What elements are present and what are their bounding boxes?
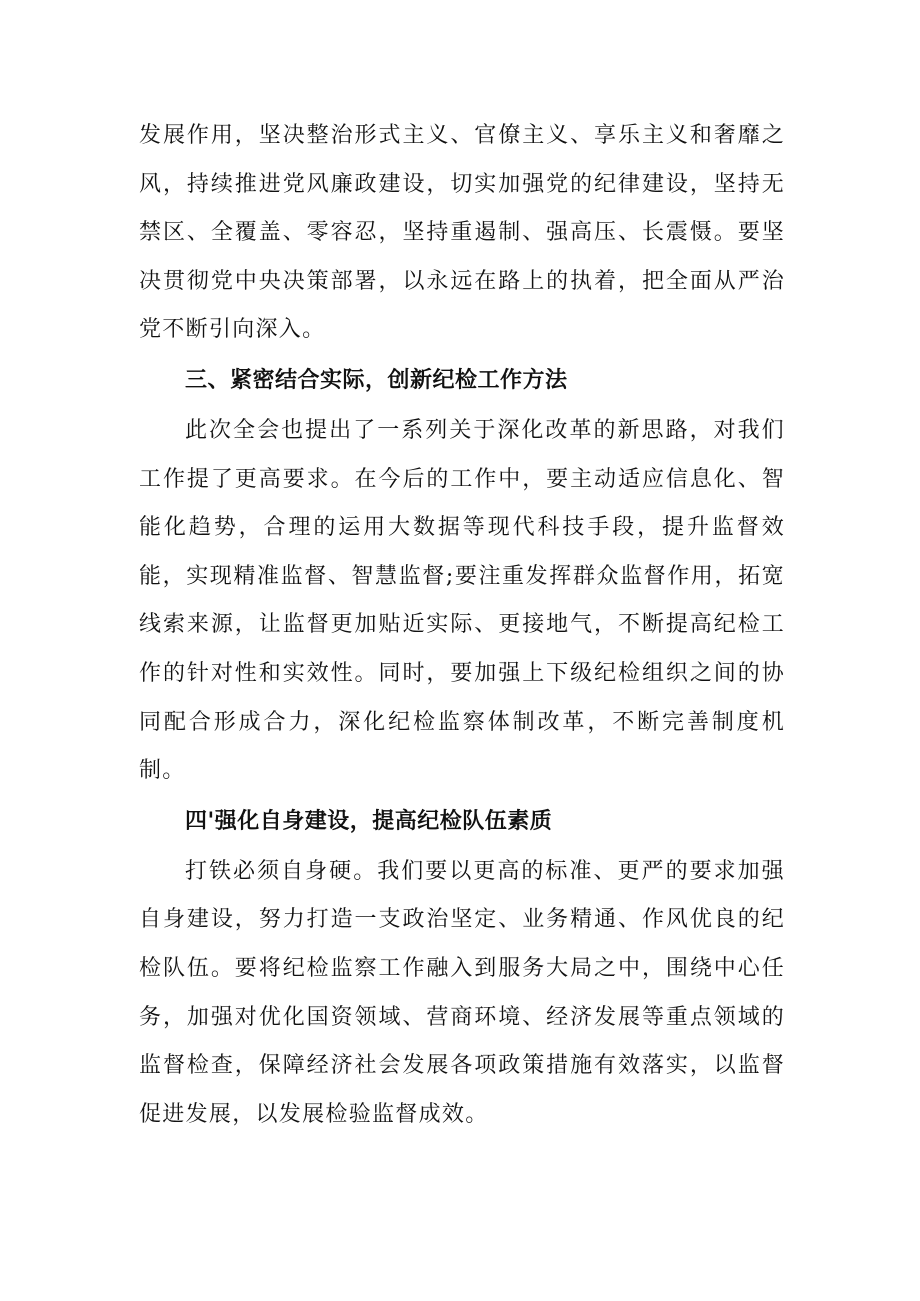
body-paragraph: 打铁必须自身硬。我们要以更高的标准、更严的要求加强自身建设，努力打造一支政治坚定、业务精通、作风优良的纪检队伍。要将纪检监察工作融入到服务大局之中，围绕中心任务，加强对优化国资领域、营商环境、经济发展等重点领域的监督检查，保障经济社会发展各项政策措施有效落实，以监督促进发展，以发展检验监督成效。 xyxy=(139,858,785,1127)
section-heading: 四'强化自身建设，提高纪检队伍素质 xyxy=(185,808,553,834)
section-heading: 三、紧密结合实际，创新纪检工作方法 xyxy=(185,367,568,393)
body-paragraph: 此次全会也提出了一系列关于深化改革的新思路，对我们工作提了更高要求。在今后的工作中，要主动适应信息化、智能化趋势，合理的运用大数据等现代科技手段，提升监督效能，实现精准监督、智慧监督;要注重发挥群众监督作用，拓宽线索来源，让监督更加贴近实际、更接地气，不断提高纪检工作的针对性和实效性。同时，要加强上下级纪检组织之间的协同配合形成合力，深化纪检监察体制改革，不断完善制度机制。 xyxy=(139,417,785,784)
document-body xyxy=(139,112,785,1139)
body-paragraph: 发展作用，坚决整治形式主义、官僚主义、享乐主义和奢靡之风，持续推进党风廉政建设，切实加强党的纪律建设，坚持无禁区、全覆盖、零容忍，坚持重遏制、强高压、长震慑。要坚决贯彻党中央决策部署，以永远在路上的执着，把全面从严治党不断引向深入。 xyxy=(139,123,785,343)
